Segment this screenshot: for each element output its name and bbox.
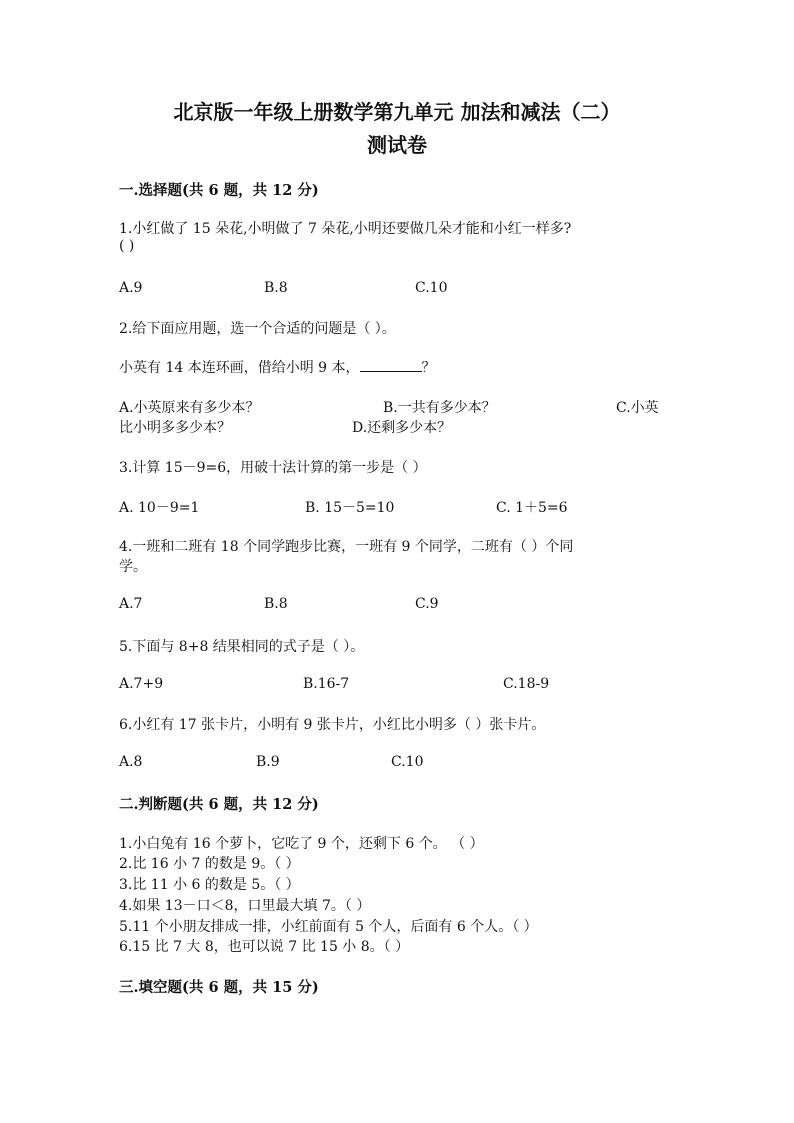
option-b: B. 15－5=10 [305, 500, 395, 516]
option-b: B.16-7 [303, 676, 350, 692]
question-stem: 4.一班和二班有 18 个同学跑步比赛，一班有 9 个同学，二班有（ ）个同 [119, 539, 574, 555]
fill-blank-line [360, 357, 422, 372]
page-subtitle: 测试卷 [367, 133, 427, 157]
question-stem: 5.下面与 8+8 结果相同的式子是（ ）。 [119, 639, 365, 655]
option-a: A.小英原来有多少本？ [119, 400, 260, 416]
judge-item: 2.比 16 小 7 的数是 9。（ ） [119, 856, 300, 872]
option-c: C.18-9 [503, 676, 550, 692]
option-d: D.还剩多少本？ [352, 420, 452, 436]
judge-item: 1.小白兔有 16 个萝卜，它吃了 9 个，还剩下 6 个。 （ ） [119, 836, 484, 852]
question-stem: 3.计算 15－9=6，用破十法计算的第一步是（ ） [119, 460, 427, 476]
judge-item: 6.15 比 7 大 8，也可以说 7 比 15 小 8。（ ） [119, 939, 410, 955]
question-context-text: 小英有 14 本连环画，借给小明 9 本， [119, 360, 360, 376]
option-c-continued: 比小明多多少本？ [119, 420, 231, 436]
judge-item: 3.比 11 小 6 的数是 5。（ ） [119, 877, 300, 893]
option-a: A. 10－9=1 [119, 500, 200, 516]
option-b: B.9 [256, 754, 280, 770]
answer-blank: ( ) [119, 238, 135, 254]
section-heading-judge: 二.判断题(共 6 题，共 12 分) [119, 796, 319, 813]
option-a: A.7 [119, 596, 143, 612]
option-b: B.8 [264, 596, 288, 612]
option-a: A.8 [119, 754, 143, 770]
option-a: A.7+9 [119, 676, 164, 692]
option-a: A.9 [119, 280, 143, 296]
judge-item: 5.11 个小朋友排成一排，小红前面有 5 个人，后面有 6 个人。（ ） [119, 919, 538, 935]
question-stem: 1.小红做了 15 朵花,小明做了 7 朵花,小明还要做几朵才能和小红一样多? [119, 221, 572, 237]
question-stem: 2.给下面应用题，选一个合适的问题是（ ）。 [119, 321, 396, 337]
section-heading-fill: 三.填空题(共 6 题，共 15 分) [119, 979, 319, 996]
option-c: C.9 [415, 596, 439, 612]
page-title: 北京版一年级上册数学第九单元 加法和减法（二） [173, 100, 621, 124]
question-stem-continued: 学。 [119, 559, 147, 575]
question-stem: 6.小红有 17 张卡片，小明有 9 张卡片，小红比小明多（ ）张卡片。 [119, 717, 546, 733]
section-heading-choice: 一.选择题(共 6 题，共 12 分) [119, 182, 319, 199]
option-b: B.一共有多少本？ [383, 400, 496, 416]
judge-item: 4.如果 13－口＜8，口里最大填 7。（ ） [119, 898, 371, 914]
option-b: B.8 [264, 280, 288, 296]
option-c: C.10 [391, 754, 424, 770]
option-c: C.10 [415, 280, 448, 296]
question-context [119, 357, 436, 377]
question-mark: ？ [421, 360, 436, 376]
option-c: C.小英 [616, 400, 659, 416]
option-c: C. 1＋5=6 [496, 500, 568, 516]
